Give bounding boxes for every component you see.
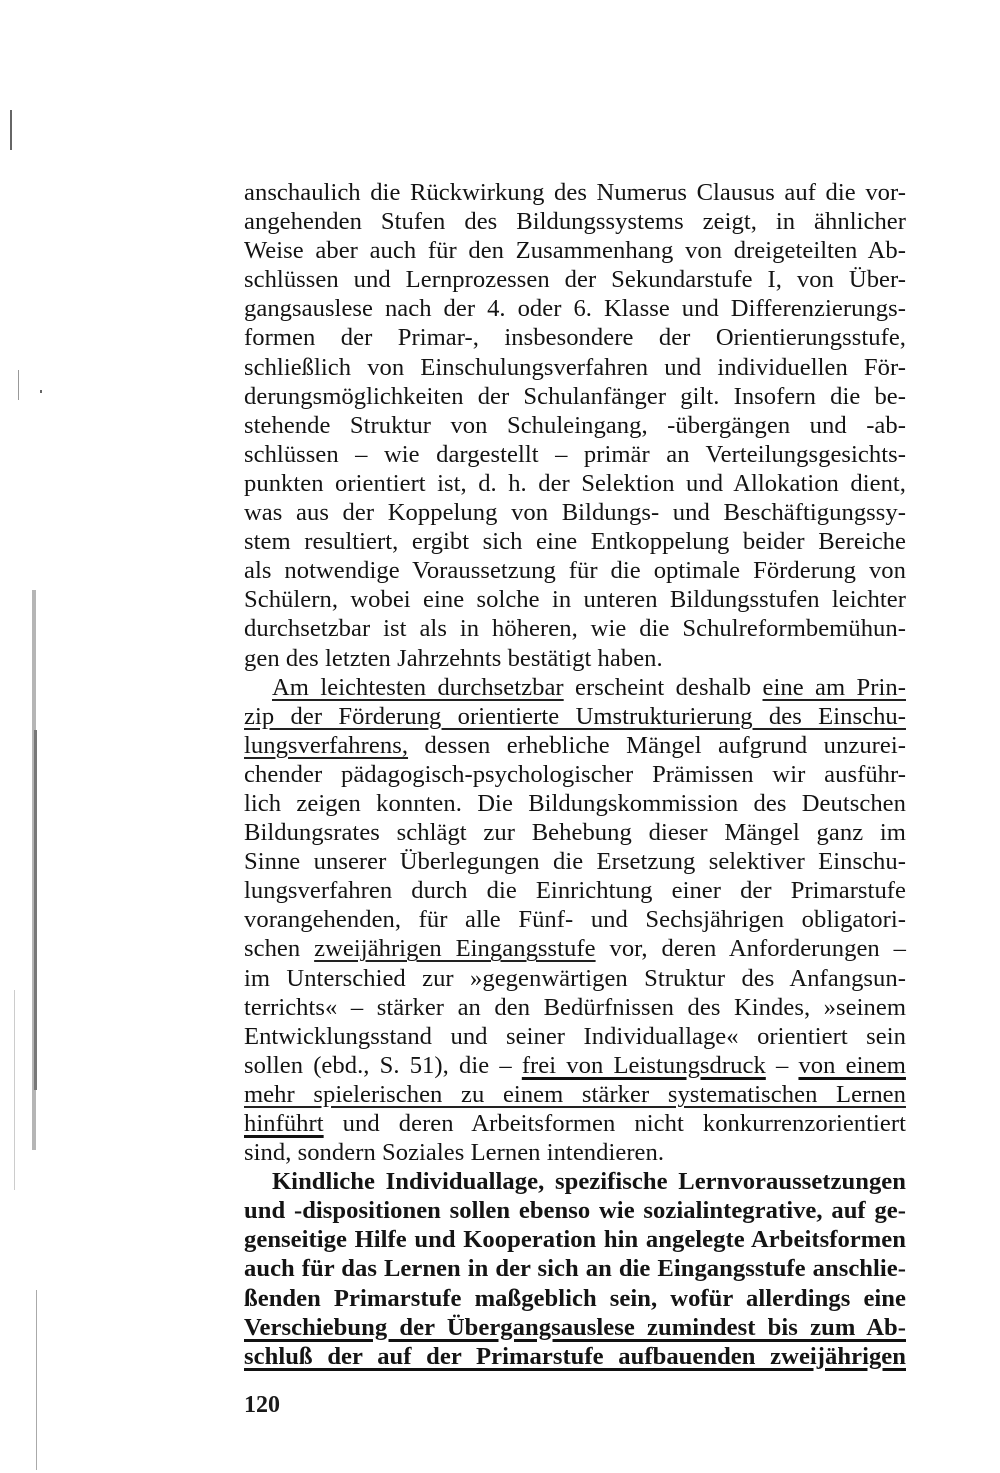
underlined-phrase: hinführt — [244, 1110, 324, 1137]
paragraph-3 — [244, 1167, 906, 1371]
text-line: angehenden Stufen des Bildungssystems zeigt, in ähnlicher — [244, 208, 906, 236]
underlined-phrase: Am leichtesten durchsetzbar — [272, 673, 564, 701]
text-line: schließlich von Einschulungsverfahren und individuellen För- — [244, 353, 906, 381]
text-line: gen des letzten Jahrzehnts bestätigt haben. — [244, 644, 663, 672]
text-line: stehende Struktur von Schuleingang, -übergängen und -ab- — [244, 411, 906, 439]
text-line: sind, sondern Soziales Lernen intendieren. — [244, 1139, 665, 1167]
text-line: auch für das Lernen in der sich an die Eingangsstufe anschlie- — [244, 1255, 906, 1283]
text-line: derungsmöglichkeiten der Schulanfänger gilt. Insofern die be- — [244, 382, 906, 410]
text-line: Kindliche Individuallage, spezifische Lernvoraussetzungen — [272, 1168, 906, 1196]
text-line: Entwicklungsstand und seiner Individuallage« orientiert sein — [244, 1022, 906, 1050]
underlined-phrase: eine am Prin- — [762, 673, 906, 701]
text-line: Schülern, wobei eine solche in unteren Bildungsstufen leichter — [244, 586, 906, 614]
text-line: ßenden Primarstufe maßgeblich sein, wofür allerdings eine — [244, 1284, 906, 1312]
text-line: als notwendige Voraussetzung für die optimale Förderung von — [244, 557, 906, 585]
text-line: vorangehenden, für alle Fünf- und Sechsjährigen obligatori- — [244, 906, 906, 934]
page-number: 120 — [244, 1392, 280, 1418]
text-line: anschaulich die Rückwirkung des Numerus Clausus auf die vor- — [244, 179, 906, 206]
text-line — [244, 702, 906, 731]
text-line: genseitige Hilfe und Kooperation hin angelegte Arbeitsformen — [244, 1226, 906, 1254]
book-gutter-scan-noise — [10, 90, 50, 1450]
text-line: gangsauslese nach der 4. oder 6. Klasse und Differenzierungs- — [244, 295, 906, 323]
text-line: Weise aber auch für den Zusammenhang von dreigeteilten Ab- — [244, 237, 906, 265]
text-line: schluß der auf der Primarstufe aufbauenden zweijährigen — [244, 1342, 906, 1370]
text-line: im Unterschied zur »gegenwärtigen Struktur des Anfangsun- — [244, 964, 906, 992]
text-line: lungsverfahren durch die Einrichtung einer der Primarstufe — [244, 877, 906, 905]
paragraph-1 — [244, 178, 906, 673]
text-line: lungsverfahrens, dessen erhebliche Mängel aufgrund unzurei- — [244, 731, 906, 759]
text-line: stem resultiert, ergibt sich eine Entkoppelung beider Bereiche — [244, 528, 906, 556]
body-text — [244, 178, 906, 1371]
text-line: was aus der Koppelung von Bildungs- und Beschäftigungssy- — [244, 499, 906, 527]
text-line: Am leichtesten durchsetzbar erscheint deshalb eine am Prin- — [272, 673, 906, 701]
text-line: durchsetzbar ist als in höheren, wie die Schulreformbemühun- — [244, 615, 906, 643]
underlined-phrase: zweijährigen Eingangsstufe — [314, 935, 596, 963]
text-line: sollen (ebd., S. 51), die – frei von Leistungsdruck – von einem — [244, 1051, 906, 1079]
text-line: punkten orientiert ist, d. h. der Selektion und Allokation dient, — [244, 469, 906, 497]
underlined-phrase: frei von Leistungsdruck — [521, 1051, 766, 1079]
text-line: Sinne unserer Überlegungen die Ersetzung selektiver Einschu- — [244, 848, 906, 876]
text-line: Bildungsrates schlägt zur Behebung dieser Mängel ganz im — [244, 819, 906, 847]
text-line: schlüssen – wie dargestellt – primär an Verteilungsgesichts- — [244, 440, 906, 468]
text-line: mehr spielerischen zu einem stärker systematischen Lernen — [244, 1080, 906, 1108]
underlined-phrase: von einem — [798, 1051, 906, 1079]
text-line: formen der Primar-, insbesondere der Orientierungsstufe, — [244, 324, 906, 352]
text-line: terrichts« – stärker an den Bedürfnissen des Kindes, »seinem — [244, 993, 906, 1021]
text-line: Verschiebung der Übergangsauslese zumindest bis zum Ab- — [244, 1313, 906, 1341]
underlined-phrase: lungsverfahrens, — [244, 731, 409, 759]
text-line: schen zweijährigen Eingangsstufe vor, deren Anforderungen – — [244, 935, 906, 963]
text-line: chender pädagogisch-psychologischer Prämissen wir ausführ- — [244, 760, 906, 788]
text-line: und -dispositionen sollen ebenso wie sozialintegrative, auf ge- — [244, 1197, 906, 1225]
paragraph-2 — [244, 673, 906, 1168]
underlined-phrase: zip der Förderung orientierte Umstrukturierung des Einschu- — [244, 702, 906, 730]
text-line: hinführt und deren Arbeitsformen nicht konkurrenzorientiert — [244, 1110, 906, 1137]
text-line: schlüssen und Lernprozessen der Sekundarstufe I, von Über- — [244, 266, 906, 294]
text-line: lich zeigen konnten. Die Bildungskommission des Deutschen — [244, 789, 906, 817]
